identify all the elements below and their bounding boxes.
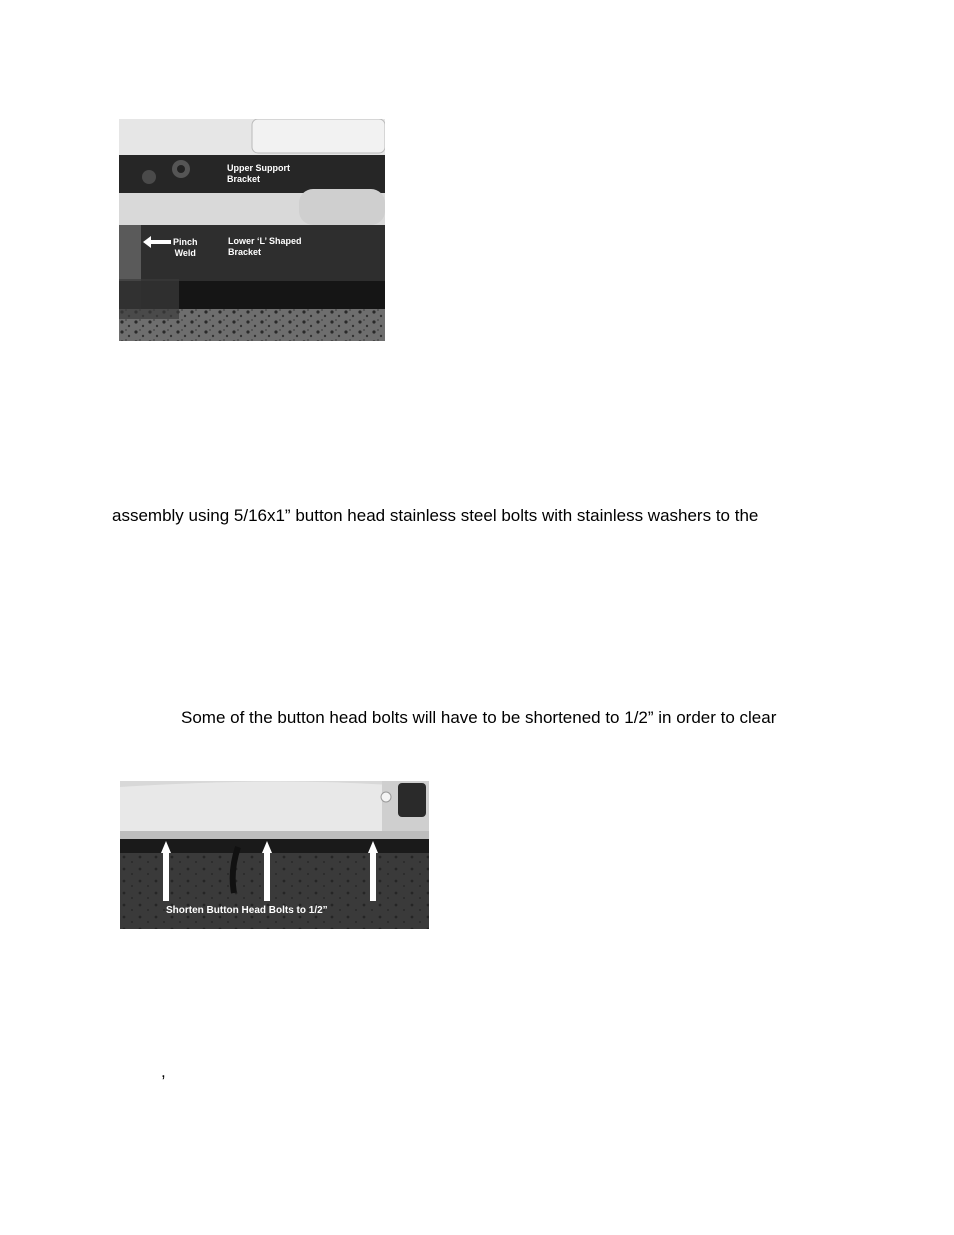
bracket-photo [119,119,385,341]
lower-bracket-label: Lower ‘L’ Shaped Bracket [228,236,302,257]
pinch-weld-label: Pinch Weld [173,237,198,258]
body-text-line-1: assembly using 5/16x1” button head stainless steel bolts with stainless washers to the [112,506,759,525]
stray-comma: , [161,1062,166,1081]
bolts-photo [120,781,429,929]
shorten-bolts-caption: Shorten Button Head Bolts to 1/2” [166,905,328,916]
body-text-line-2: Some of the button head bolts will have to be shortened to 1/2” in order to clear [181,708,777,727]
upper-support-label: Upper Support Bracket [227,163,290,184]
bracket-photo-illustration [119,119,385,341]
